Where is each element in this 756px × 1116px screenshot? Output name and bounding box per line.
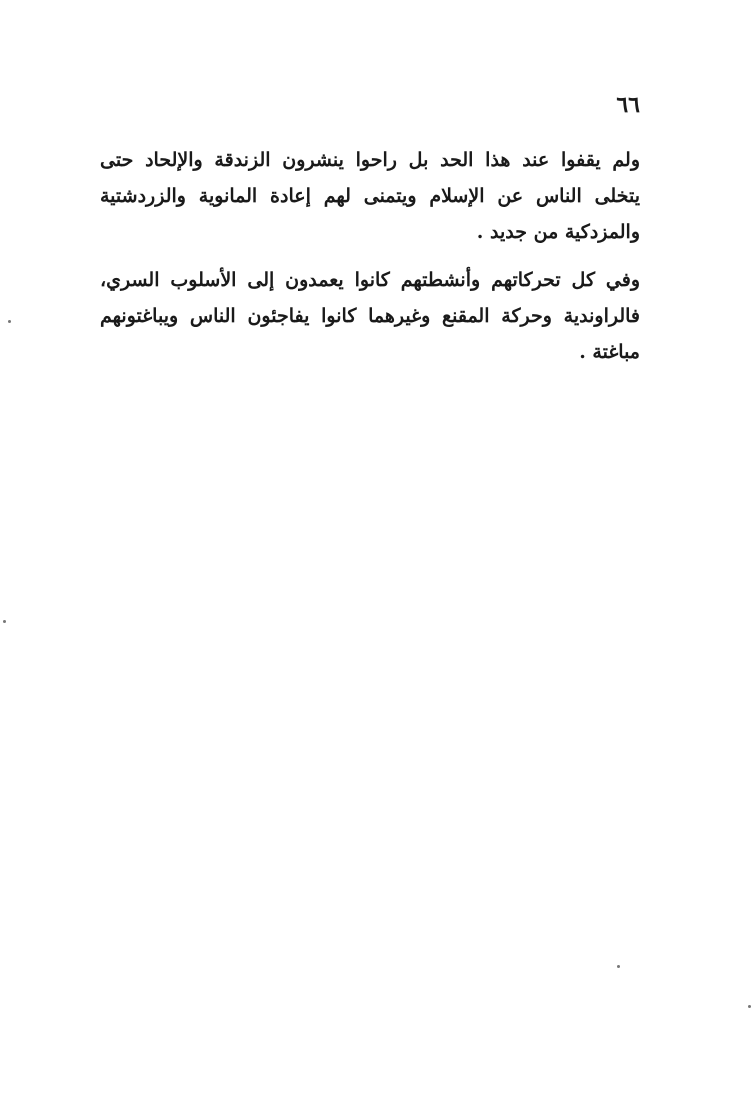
- paragraph-2: وفي كل تحركاتهم وأنشطتهم كانوا يعمدون إلى الأسلوب السري، فالراوندية وحركة المقنع وغيرهما كانوا يفاجئون الناس ويباغتونهم مباغتة .: [100, 269, 640, 363]
- scan-speck: [8, 320, 11, 323]
- scan-speck: [3, 620, 6, 623]
- scan-speck: [617, 965, 620, 968]
- paragraph-1: ولم يقفوا عند هذا الحد بل راحوا ينشرون الزندقة والإلحاد حتى يتخلى الناس عن الإسلام ويتمنى لهم إعادة المانوية والزردشتية والمزدكية من جديد .: [100, 149, 640, 243]
- body-text: [100, 142, 640, 382]
- scan-speck: [748, 1005, 751, 1008]
- page-number: ٦٦: [616, 92, 640, 118]
